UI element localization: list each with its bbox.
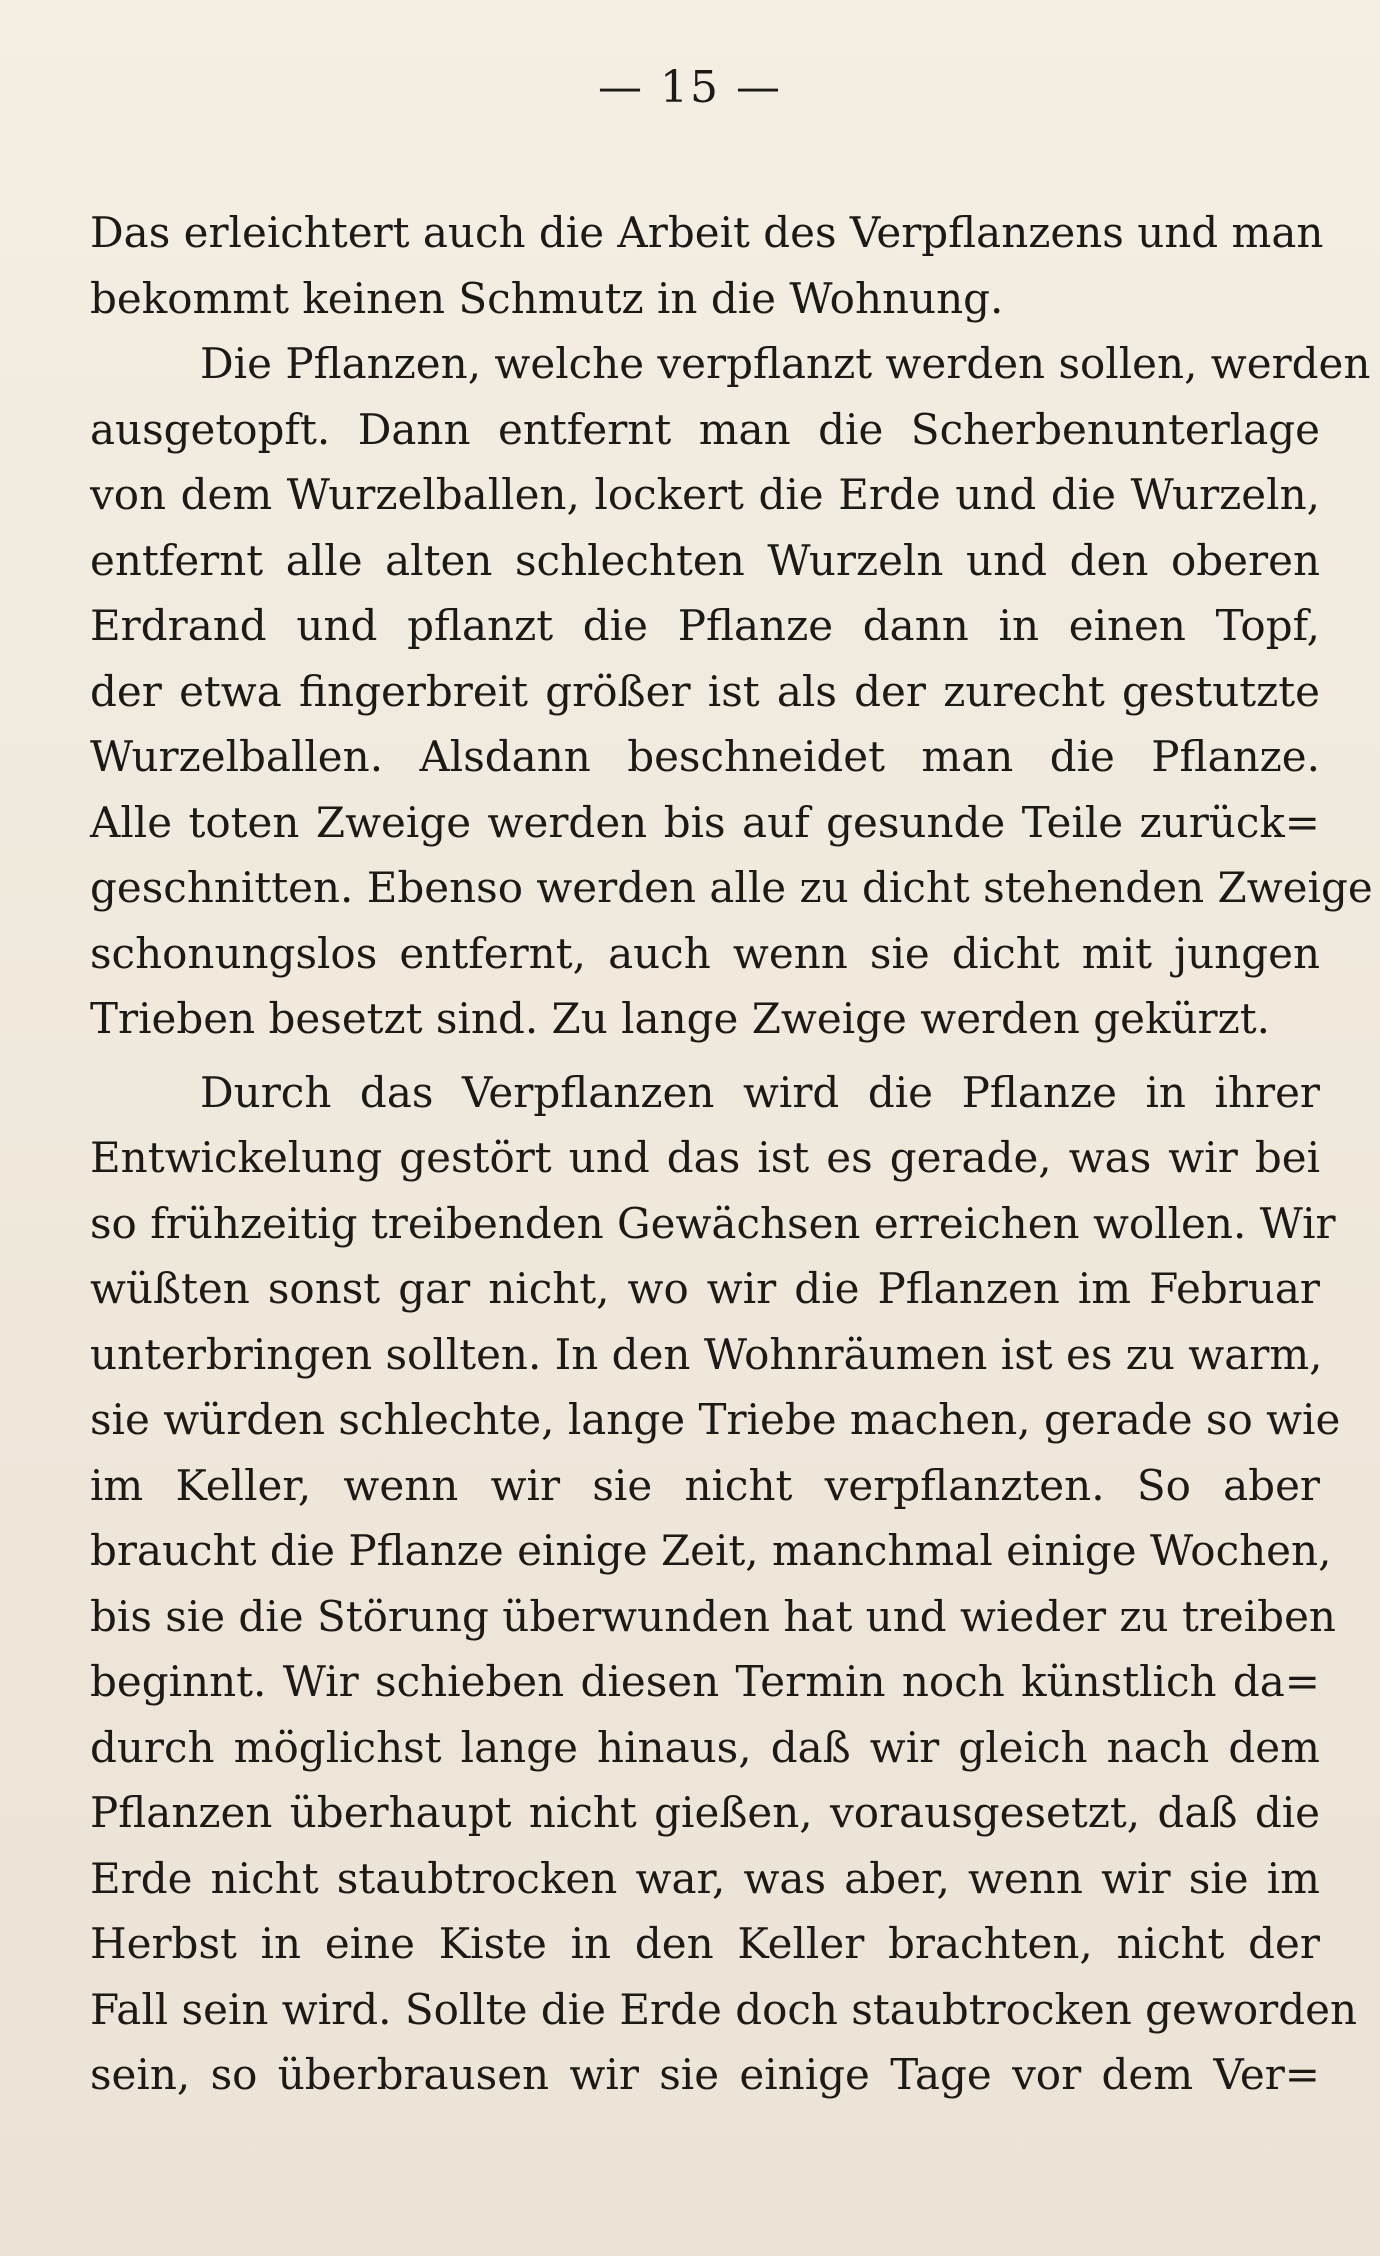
text-line: im Keller, wenn wir sie nicht verpflanzten. So aber [90, 1460, 1320, 1510]
text-line: braucht die Pflanze einige Zeit, manchmal einige Wochen, [90, 1526, 1332, 1575]
paragraph [90, 331, 1373, 1052]
text-line: Herbst in eine Kiste in den Keller brachten, nicht der [90, 1919, 1320, 1968]
paragraph [90, 200, 1324, 331]
text-line: beginnt. Wir schieben diesen Termin noch künstlich da= [90, 1657, 1320, 1706]
text-line: Pflanzen überhaupt nicht gießen, vorausgesetzt, daß die [90, 1788, 1320, 1837]
text-line: wüßten sonst gar nicht, wo wir die Pflanzen im Februar [90, 1264, 1320, 1313]
page-number: — 15 — [598, 62, 782, 113]
text-line: Trieben besetzt sind. Zu lange Zweige werden gekürzt. [90, 994, 1270, 1043]
text-line: durch möglichst lange hinaus, daß wir gleich nach dem [90, 1722, 1320, 1772]
text-line: Wurzelballen. Alsdann beschneidet man die Pflanze. [90, 732, 1320, 781]
text-line: Erdrand und pflanzt die Pflanze dann in einen Topf, [90, 601, 1320, 650]
text-line: bekommt keinen Schmutz in die Wohnung. [90, 273, 1004, 323]
text-line: so frühzeitig treibenden Gewächsen erreichen wollen. Wir [90, 1198, 1336, 1248]
text-line: entfernt alle alten schlechten Wurzeln und den oberen [90, 535, 1320, 585]
text-line: von dem Wurzelballen, lockert die Erde und die Wurzeln, [90, 470, 1320, 519]
text-line: Die Pflanzen, welche verpflanzt werden sollen, werden [200, 339, 1371, 388]
paragraph [90, 1060, 1358, 2108]
text-line: Erde nicht staubtrocken war, was aber, wenn wir sie im [90, 1853, 1320, 1903]
text-line: unterbringen sollten. In den Wohnräumen ist es zu warm, [90, 1329, 1323, 1379]
text-line: schonungslos entfernt, auch wenn sie dicht mit jungen [90, 928, 1320, 978]
text-line: bis sie die Störung überwunden hat und wieder zu treiben [90, 1591, 1336, 1641]
text-line: Alle toten Zweige werden bis auf gesunde Teile zurück= [90, 797, 1320, 847]
text-line: ausgetopft. Dann entfernt man die Scherbenunterlage [90, 404, 1320, 454]
text-line: Entwickelung gestört und das ist es gerade, was wir bei [90, 1133, 1320, 1182]
text-line: Durch das Verpflanzen wird die Pflanze in ihrer [200, 1067, 1320, 1117]
text-line: sein, so überbrausen wir sie einige Tage vor dem Ver= [90, 2050, 1320, 2099]
text-line: geschnitten. Ebenso werden alle zu dicht stehenden Zweige [90, 863, 1373, 912]
text-line: Fall sein wird. Sollte die Erde doch staubtrocken geworden [90, 1984, 1358, 2034]
text-line: sie würden schlechte, lange Triebe machen, gerade so wie [90, 1395, 1341, 1444]
body-text [90, 200, 1373, 2108]
text-line: der etwa fingerbreit größer ist als der zurecht gestutzte [90, 666, 1320, 716]
text-line: Das erleichtert auch die Arbeit des Verpflanzens und man [90, 208, 1324, 257]
